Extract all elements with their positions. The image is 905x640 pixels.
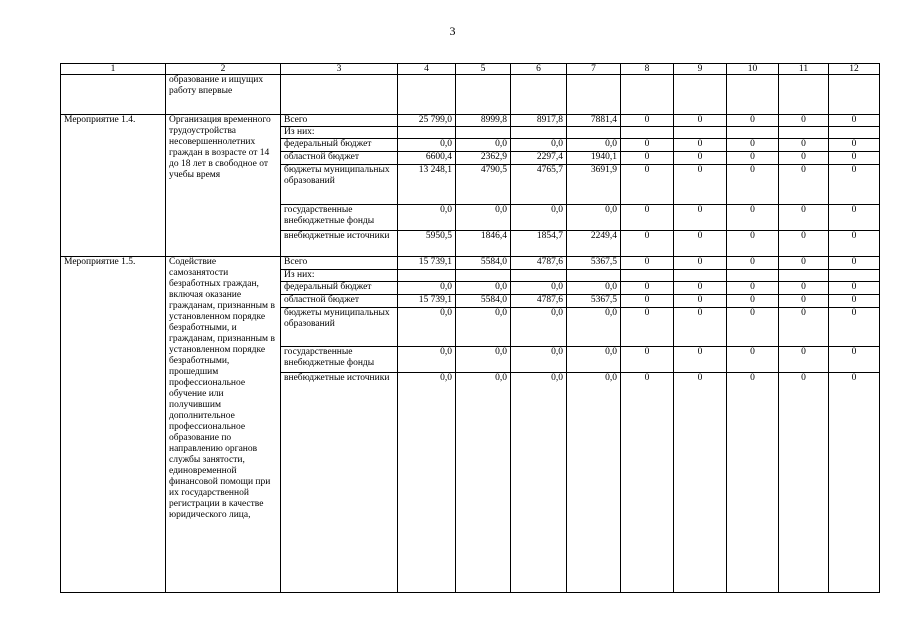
value-cell: 8917,8 [511,115,567,127]
funding-source: Из них: [281,270,398,282]
funding-source: областной бюджет [281,295,398,308]
value-cell: 0,0 [511,205,567,231]
value-cell: 8999,8 [456,115,511,127]
value-cell: 0 [779,152,829,165]
value-cell: 15 739,1 [398,295,456,308]
value-cell: 0 [727,257,779,270]
funding-source: бюджеты муниципальных образований [281,308,398,347]
value-cell: 0 [674,347,727,373]
value-cell: 0,0 [398,282,456,295]
empty-cell [61,75,166,115]
value-cell: 2362,9 [456,152,511,165]
empty-cell [398,75,456,115]
value-cell: 0 [621,347,674,373]
value-cell: 0 [829,115,880,127]
funding-source: внебюджетные источники [281,231,398,257]
value-cell: 0 [779,308,829,347]
value-cell: 1854,7 [511,231,567,257]
column-number: 9 [674,64,727,75]
value-cell: 0 [727,308,779,347]
column-number: 2 [166,64,281,75]
value-cell: 15 739,1 [398,257,456,270]
value-cell: 0 [621,231,674,257]
measure-description: Организация временного трудоустройства несовершеннолетних граждан в возрасте от 14 до 18 лет в свободное от учебы время [166,115,281,257]
value-cell: 0 [779,231,829,257]
value-cell: 0 [621,257,674,270]
value-cell: 0,0 [398,205,456,231]
value-cell: 0 [779,373,829,593]
value-cell: 0 [674,308,727,347]
empty-cell [511,75,567,115]
empty-cell [456,75,511,115]
value-cell: 0 [727,347,779,373]
measure-description: Содействие самозанятости безработных граждан, включая оказание гражданам, признанным в установленном порядке безработными, и гражданам, признанным в установленном порядке безработными, прошедшим профессиональное обучение или получившим дополнительное профессиональное образование по направлению органов службы занятости, единовременной финансовой помощи при их государственной регистрации в качестве юридического лица, [166,257,281,593]
value-cell: 0 [779,347,829,373]
value-cell: 0 [674,373,727,593]
value-cell: 0 [674,282,727,295]
funding-source: бюджеты муниципальных образований [281,165,398,205]
value-cell [829,127,880,139]
value-cell: 2249,4 [567,231,621,257]
empty-cell [621,75,674,115]
value-cell: 0 [779,295,829,308]
empty-cell [779,75,829,115]
value-cell: 25 799,0 [398,115,456,127]
value-cell: 0,0 [567,205,621,231]
measure-label: Мероприятие 1.5. [61,257,166,593]
value-cell [398,270,456,282]
value-cell: 0,0 [398,347,456,373]
value-cell: 0 [621,139,674,152]
value-cell: 0,0 [398,373,456,593]
value-cell: 0 [829,373,880,593]
value-cell: 0 [779,115,829,127]
value-cell: 0,0 [567,282,621,295]
value-cell: 0,0 [511,347,567,373]
value-cell: 0 [779,165,829,205]
funding-source: федеральный бюджет [281,139,398,152]
value-cell: 0 [779,205,829,231]
value-cell: 0 [829,347,880,373]
value-cell: 0 [621,165,674,205]
value-cell [779,270,829,282]
value-cell: 0 [674,205,727,231]
value-cell: 0 [829,308,880,347]
value-cell [621,270,674,282]
value-cell: 0 [674,231,727,257]
value-cell: 0 [727,205,779,231]
value-cell: 0 [829,231,880,257]
value-cell: 0 [829,165,880,205]
value-cell: 0 [779,139,829,152]
value-cell [511,127,567,139]
value-cell: 0 [621,152,674,165]
value-cell: 0,0 [511,139,567,152]
value-cell: 0,0 [511,282,567,295]
value-cell: 6600,4 [398,152,456,165]
value-cell: 0 [727,282,779,295]
value-cell: 0,0 [456,373,511,593]
value-cell: 0,0 [456,308,511,347]
value-cell: 0 [727,139,779,152]
value-cell: 0,0 [567,139,621,152]
column-number: 5 [456,64,511,75]
value-cell: 0,0 [398,308,456,347]
funding-source: областной бюджет [281,152,398,165]
value-cell [674,270,727,282]
measure-label: Мероприятие 1.4. [61,115,166,257]
value-cell: 0 [674,139,727,152]
value-cell: 5584,0 [456,257,511,270]
value-cell: 5584,0 [456,295,511,308]
value-cell: 0 [829,257,880,270]
value-cell: 0 [727,152,779,165]
value-cell [567,127,621,139]
value-cell: 0 [674,115,727,127]
value-cell: 0 [621,115,674,127]
funding-source: внебюджетные источники [281,373,398,593]
value-cell [829,270,880,282]
value-cell: 0,0 [456,347,511,373]
column-number: 3 [281,64,398,75]
value-cell: 0 [829,295,880,308]
column-number: 12 [829,64,880,75]
value-cell: 5367,5 [567,295,621,308]
funding-source: Из них: [281,127,398,139]
value-cell: 0 [727,373,779,593]
value-cell: 0 [621,373,674,593]
value-cell: 4790,5 [456,165,511,205]
value-cell [456,127,511,139]
empty-cell [674,75,727,115]
value-cell: 2297,4 [511,152,567,165]
value-cell [456,270,511,282]
value-cell: 0 [674,295,727,308]
column-number: 1 [61,64,166,75]
value-cell [727,270,779,282]
funding-source: федеральный бюджет [281,282,398,295]
value-cell: 0,0 [511,373,567,593]
value-cell: 0 [674,165,727,205]
value-cell [567,270,621,282]
column-number: 4 [398,64,456,75]
funding-source: государственные внебюджетные фонды [281,205,398,231]
funding-source: Всего [281,115,398,127]
value-cell: 5950,5 [398,231,456,257]
continuation-row [61,75,880,115]
value-cell: 0 [829,139,880,152]
funding-table-body [61,64,880,593]
page-number: 3 [449,24,456,38]
column-number: 10 [727,64,779,75]
value-cell: 0,0 [567,373,621,593]
value-cell: 0 [727,231,779,257]
value-cell: 0 [727,115,779,127]
column-number: 11 [779,64,829,75]
value-cell: 0 [621,205,674,231]
column-number-row [61,64,880,75]
continuation-text: образование и ищущих работу впервые [166,75,281,115]
empty-cell [727,75,779,115]
value-cell: 0 [727,165,779,205]
value-cell: 0,0 [511,308,567,347]
column-number: 6 [511,64,567,75]
value-cell: 0,0 [567,308,621,347]
empty-cell [281,75,398,115]
value-cell: 0 [829,152,880,165]
value-cell: 0,0 [567,347,621,373]
value-cell [779,127,829,139]
value-cell: 0 [779,257,829,270]
value-cell: 13 248,1 [398,165,456,205]
funding-table [60,63,880,593]
value-cell: 0 [829,282,880,295]
value-cell: 0,0 [456,282,511,295]
value-cell: 0 [674,257,727,270]
value-cell [511,270,567,282]
value-cell: 0,0 [398,139,456,152]
table-row [61,115,880,127]
funding-source: государственные внебюджетные фонды [281,347,398,373]
column-number: 7 [567,64,621,75]
value-cell: 0,0 [456,205,511,231]
value-cell: 7881,4 [567,115,621,127]
value-cell: 1846,4 [456,231,511,257]
empty-cell [567,75,621,115]
column-number: 8 [621,64,674,75]
empty-cell [829,75,880,115]
value-cell: 0 [779,282,829,295]
value-cell: 0 [674,152,727,165]
value-cell: 4787,6 [511,257,567,270]
value-cell: 0,0 [456,139,511,152]
value-cell: 5367,5 [567,257,621,270]
value-cell: 0 [621,308,674,347]
value-cell: 1940,1 [567,152,621,165]
value-cell: 0 [829,205,880,231]
value-cell: 3691,9 [567,165,621,205]
value-cell [674,127,727,139]
table-row [61,257,880,270]
value-cell: 0 [727,295,779,308]
value-cell: 0 [621,282,674,295]
value-cell [398,127,456,139]
value-cell [621,127,674,139]
funding-source: Всего [281,257,398,270]
value-cell [727,127,779,139]
value-cell: 4787,6 [511,295,567,308]
value-cell: 4765,7 [511,165,567,205]
value-cell: 0 [621,295,674,308]
